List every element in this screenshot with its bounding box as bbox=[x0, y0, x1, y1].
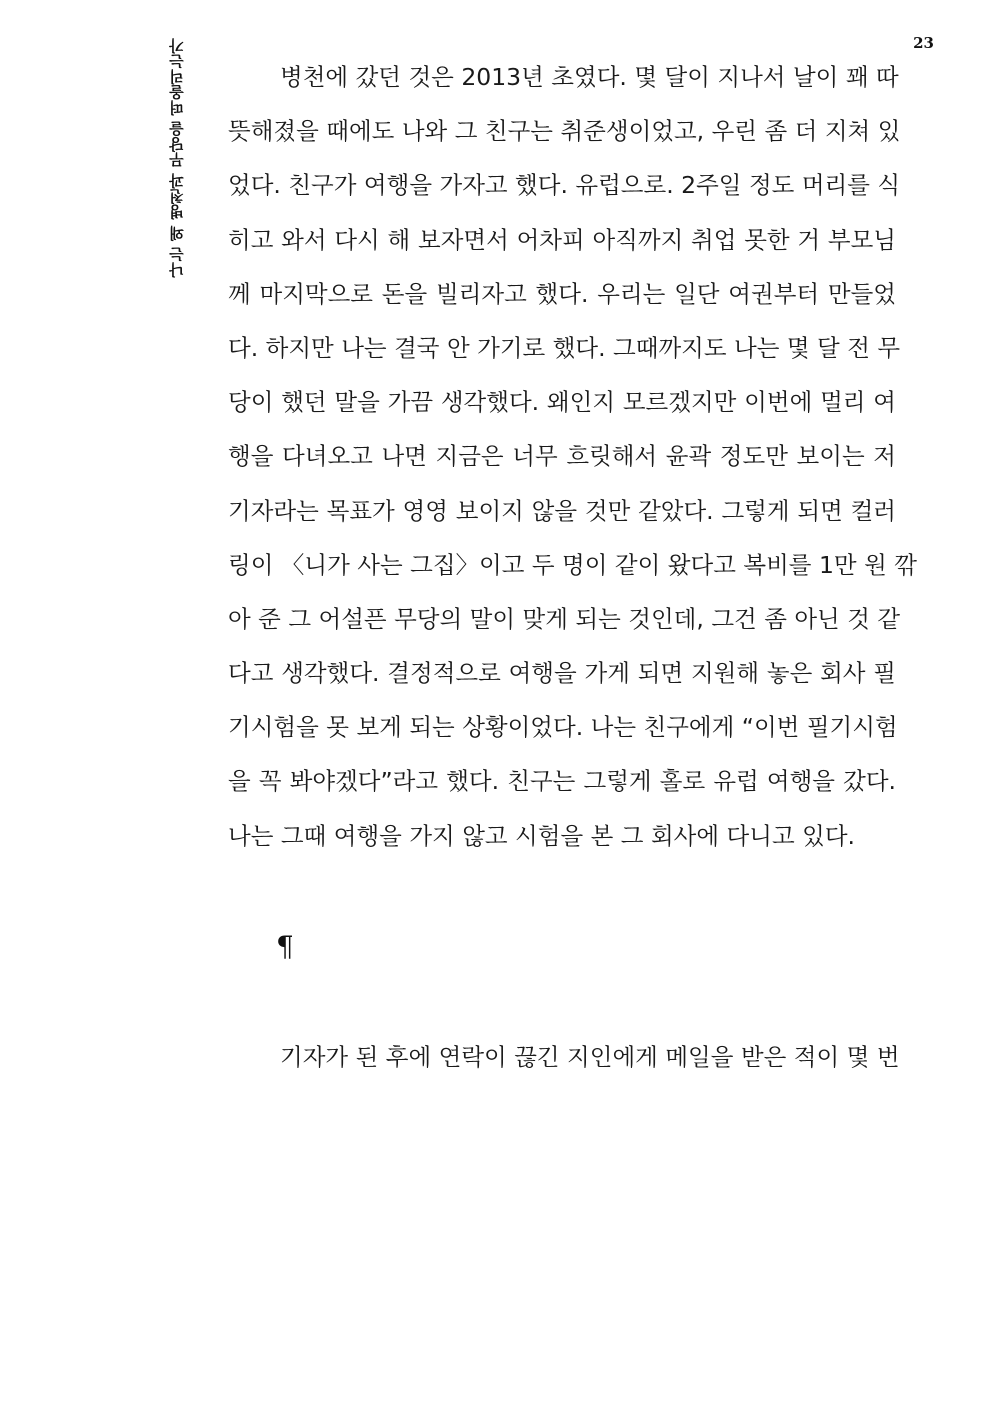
text-line: 다. 하지만 나는 결국 안 가기로 했다. 그때까지도 나는 몇 달 전 무 bbox=[228, 333, 901, 362]
text-line: 께 마지막으로 돈을 빌리자고 했다. 우리는 일단 여권부터 만들었 bbox=[228, 279, 896, 308]
paragraph-2 bbox=[228, 1030, 900, 1084]
text-line: 기자라는 목표가 영영 보이지 않을 것만 같았다. 그렇게 되면 컬러 bbox=[228, 496, 896, 525]
text-line: 병천에 갔던 것은 2013년 초였다. 몇 달이 지나서 날이 꽤 따 bbox=[280, 63, 899, 91]
text-line: 당이 했던 말을 가끔 생각했다. 왜인지 모르겠지만 이번에 멀리 여 bbox=[228, 388, 896, 417]
text-line: 뜻해졌을 때에도 나와 그 친구는 취준생이었고, 우린 좀 더 지쳐 있 bbox=[228, 117, 901, 146]
text-line: 다고 생각했다. 결정적으로 여행을 가게 되면 지원해 놓은 회사 필 bbox=[228, 659, 896, 688]
text-line: 아 준 그 어설픈 무당의 말이 맞게 되는 것인데, 그건 좀 아닌 것 같 bbox=[228, 604, 901, 633]
text-line: 기자가 된 후에 연락이 끊긴 지인에게 메일을 받은 적이 몇 번 bbox=[280, 1043, 900, 1071]
text-line: 히고 와서 다시 해 보자면서 어차피 아직까지 취업 못한 거 부모님 bbox=[228, 225, 896, 254]
running-head: 나는 왜 병천과 무당을 떠올리는가 bbox=[168, 38, 186, 278]
text-line: 링이 〈니가 사는 그집〉이고 두 명이 같이 왔다고 복비를 1만 원 깎 bbox=[228, 550, 917, 579]
section-mark: ¶ bbox=[276, 930, 294, 963]
text-line: 행을 다녀오고 나면 지금은 너무 흐릿해서 윤곽 정도만 보이는 저 bbox=[228, 442, 896, 471]
text-line: 기시험을 못 보게 되는 상황이었다. 나는 친구에게 “이번 필기시험 bbox=[228, 713, 898, 742]
page-number: 23 bbox=[913, 34, 934, 52]
text-line: 나는 그때 여행을 가지 않고 시험을 본 그 회사에 다니고 있다. bbox=[228, 821, 855, 850]
paragraph-1 bbox=[228, 50, 917, 863]
text-line: 었다. 친구가 여행을 가자고 했다. 유럽으로. 2주일 정도 머리를 식 bbox=[228, 171, 901, 200]
text-line: 을 꼭 봐야겠다”라고 했다. 친구는 그렇게 홀로 유럽 여행을 갔다. bbox=[228, 767, 896, 796]
